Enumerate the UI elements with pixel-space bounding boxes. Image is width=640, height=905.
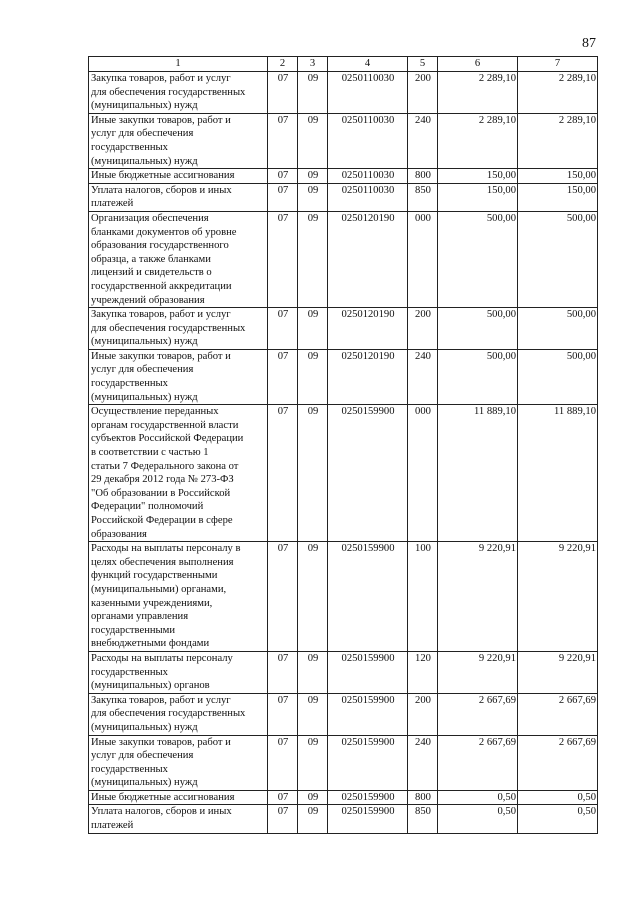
target-article-code: 0250120190	[328, 308, 408, 350]
target-article-code: 0250159900	[328, 693, 408, 735]
amount-col7: 2 289,10	[518, 113, 598, 168]
page-number: 87	[582, 36, 596, 51]
target-article-code: 0250159900	[328, 790, 408, 805]
expense-type-code: 240	[408, 113, 438, 168]
item-name: Закупка товаров, работ и услуг для обеспечения государственных (муниципальных) нужд	[89, 308, 268, 350]
amount-col6: 11 889,10	[438, 405, 518, 542]
subsection-code: 09	[298, 72, 328, 114]
amount-col6: 150,00	[438, 169, 518, 184]
item-name: Закупка товаров, работ и услуг для обеспечения государственных (муниципальных) нужд	[89, 72, 268, 114]
item-name: Расходы на выплаты персоналу государственных (муниципальных) органов	[89, 651, 268, 693]
expense-type-code: 120	[408, 651, 438, 693]
section-code: 07	[268, 113, 298, 168]
subsection-code: 09	[298, 308, 328, 350]
section-code: 07	[268, 349, 298, 404]
table-row	[89, 693, 598, 735]
table-row	[89, 405, 598, 542]
target-article-code: 0250159900	[328, 735, 408, 790]
target-article-code: 0250120190	[328, 211, 408, 307]
table-row	[89, 183, 598, 211]
table-row	[89, 651, 598, 693]
item-name: Закупка товаров, работ и услуг для обеспечения государственных (муниципальных) нужд	[89, 693, 268, 735]
subsection-code: 09	[298, 651, 328, 693]
budget-table	[88, 56, 598, 834]
target-article-code: 0250120190	[328, 349, 408, 404]
amount-col7: 500,00	[518, 308, 598, 350]
item-name: Иные бюджетные ассигнования	[89, 790, 268, 805]
column-header: 6	[438, 57, 518, 72]
expense-type-code: 800	[408, 169, 438, 184]
item-name: Иные закупки товаров, работ и услуг для обеспечения государственных (муниципальных) нужд	[89, 113, 268, 168]
table-row	[89, 72, 598, 114]
amount-col6: 2 289,10	[438, 72, 518, 114]
expense-type-code: 240	[408, 735, 438, 790]
column-header: 4	[328, 57, 408, 72]
table-row	[89, 308, 598, 350]
table-row	[89, 790, 598, 805]
column-header: 7	[518, 57, 598, 72]
target-article-code: 0250110030	[328, 169, 408, 184]
table-row	[89, 542, 598, 652]
expense-type-code: 850	[408, 805, 438, 833]
section-code: 07	[268, 72, 298, 114]
column-header: 5	[408, 57, 438, 72]
amount-col6: 500,00	[438, 211, 518, 307]
subsection-code: 09	[298, 805, 328, 833]
table-row	[89, 169, 598, 184]
section-code: 07	[268, 169, 298, 184]
target-article-code: 0250110030	[328, 72, 408, 114]
subsection-code: 09	[298, 183, 328, 211]
item-name: Организация обеспечения бланками документов об уровне образования государственного образца, а также бланками лицензий и свидетельств о государственной аккредитации учреждений образования	[89, 211, 268, 307]
subsection-code: 09	[298, 211, 328, 307]
amount-col7: 500,00	[518, 211, 598, 307]
expense-type-code: 000	[408, 405, 438, 542]
table-row	[89, 113, 598, 168]
amount-col7: 9 220,91	[518, 651, 598, 693]
expense-type-code: 000	[408, 211, 438, 307]
amount-col6: 2 667,69	[438, 735, 518, 790]
section-code: 07	[268, 183, 298, 211]
item-name: Уплата налогов, сборов и иных платежей	[89, 183, 268, 211]
amount-col7: 2 667,69	[518, 693, 598, 735]
amount-col6: 500,00	[438, 349, 518, 404]
item-name: Уплата налогов, сборов и иных платежей	[89, 805, 268, 833]
expense-type-code: 100	[408, 542, 438, 652]
amount-col7: 0,50	[518, 790, 598, 805]
table-row	[89, 349, 598, 404]
section-code: 07	[268, 405, 298, 542]
expense-type-code: 240	[408, 349, 438, 404]
subsection-code: 09	[298, 542, 328, 652]
amount-col6: 2 667,69	[438, 693, 518, 735]
section-code: 07	[268, 735, 298, 790]
section-code: 07	[268, 790, 298, 805]
amount-col7: 500,00	[518, 349, 598, 404]
expense-type-code: 200	[408, 308, 438, 350]
amount-col6: 0,50	[438, 790, 518, 805]
item-name: Иные закупки товаров, работ и услуг для обеспечения государственных (муниципальных) нужд	[89, 735, 268, 790]
subsection-code: 09	[298, 405, 328, 542]
column-header: 1	[89, 57, 268, 72]
amount-col7: 2 667,69	[518, 735, 598, 790]
amount-col7: 150,00	[518, 183, 598, 211]
table-row	[89, 805, 598, 833]
subsection-code: 09	[298, 169, 328, 184]
amount-col7: 11 889,10	[518, 405, 598, 542]
amount-col7: 9 220,91	[518, 542, 598, 652]
target-article-code: 0250159900	[328, 805, 408, 833]
amount-col6: 150,00	[438, 183, 518, 211]
amount-col6: 0,50	[438, 805, 518, 833]
table-header-row	[89, 57, 598, 72]
section-code: 07	[268, 308, 298, 350]
expense-type-code: 200	[408, 72, 438, 114]
column-header: 2	[268, 57, 298, 72]
subsection-code: 09	[298, 790, 328, 805]
item-name: Осуществление переданных органам государственной власти субъектов Российской Федерации в соответствии с частью 1 статьи 7 Федерального закона от 29 декабря 2012 года № 273-ФЗ "Об образовании в Российской Федерации" полномочий Российской Федерации в сфере образования	[89, 405, 268, 542]
amount-col7: 0,50	[518, 805, 598, 833]
expense-type-code: 850	[408, 183, 438, 211]
section-code: 07	[268, 542, 298, 652]
section-code: 07	[268, 211, 298, 307]
amount-col7: 150,00	[518, 169, 598, 184]
subsection-code: 09	[298, 693, 328, 735]
item-name: Иные бюджетные ассигнования	[89, 169, 268, 184]
subsection-code: 09	[298, 349, 328, 404]
expense-type-code: 200	[408, 693, 438, 735]
item-name: Иные закупки товаров, работ и услуг для обеспечения государственных (муниципальных) нужд	[89, 349, 268, 404]
section-code: 07	[268, 693, 298, 735]
amount-col6: 500,00	[438, 308, 518, 350]
amount-col7: 2 289,10	[518, 72, 598, 114]
section-code: 07	[268, 805, 298, 833]
section-code: 07	[268, 651, 298, 693]
column-header: 3	[298, 57, 328, 72]
subsection-code: 09	[298, 735, 328, 790]
amount-col6: 9 220,91	[438, 651, 518, 693]
item-name: Расходы на выплаты персоналу в целях обеспечения выполнения функций государственными (муниципальными) органами, казенными учреждениями, органами управления государственными внебюджетными фондами	[89, 542, 268, 652]
amount-col6: 9 220,91	[438, 542, 518, 652]
expense-type-code: 800	[408, 790, 438, 805]
amount-col6: 2 289,10	[438, 113, 518, 168]
target-article-code: 0250159900	[328, 405, 408, 542]
target-article-code: 0250110030	[328, 183, 408, 211]
target-article-code: 0250110030	[328, 113, 408, 168]
table-row	[89, 211, 598, 307]
target-article-code: 0250159900	[328, 651, 408, 693]
subsection-code: 09	[298, 113, 328, 168]
target-article-code: 0250159900	[328, 542, 408, 652]
table-row	[89, 735, 598, 790]
